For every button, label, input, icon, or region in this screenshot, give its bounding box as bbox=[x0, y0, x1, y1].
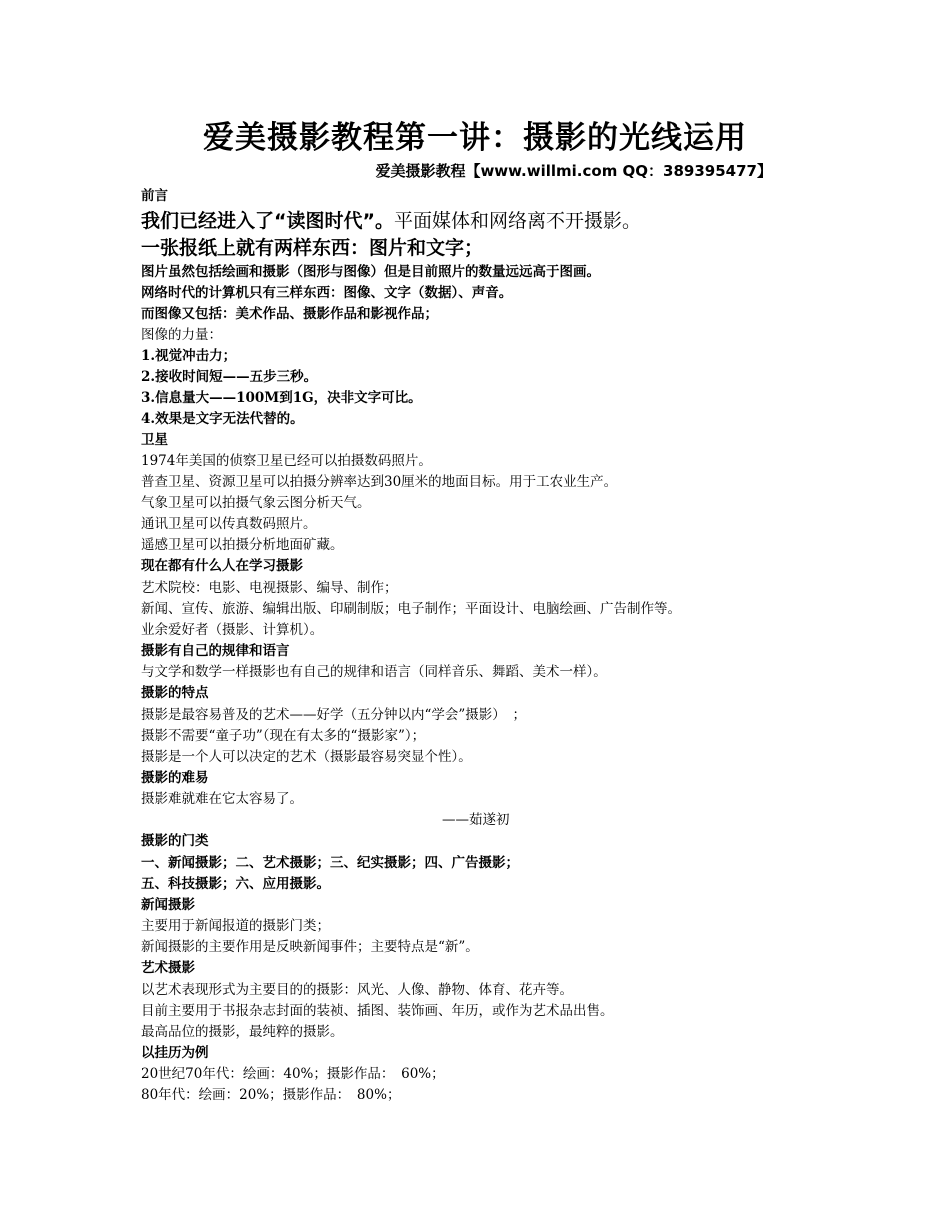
body-line bbox=[141, 388, 841, 409]
line-text: 最高品位的摄影，最纯粹的摄影。 bbox=[141, 1023, 344, 1040]
body-line bbox=[141, 662, 841, 683]
line-text: 我们已经进入了“读图时代”。 bbox=[141, 209, 394, 232]
body-line bbox=[141, 789, 841, 810]
line-text: 一、新闻摄影；二、艺术摄影；三、纪实摄影；四、广告摄影； bbox=[141, 854, 519, 871]
line-text: 现在都有什么人在学习摄影 bbox=[141, 558, 303, 574]
line-text: 摄影的门类 bbox=[141, 833, 209, 849]
section-heading bbox=[141, 958, 841, 980]
body-line bbox=[141, 535, 841, 556]
line-text: 一张报纸上就有两样东西：图片和文字； bbox=[141, 236, 484, 259]
line-text: 普查卫星、资源卫星可以拍摄分辨率达到30厘米的地面目标。用于工农业生产。 bbox=[141, 474, 618, 490]
body-line bbox=[141, 304, 841, 325]
line-text: 新闻、宣传、旅游、编辑出版、印刷制版；电子制作；平面设计、电脑绘画、广告制作等。 bbox=[141, 600, 681, 617]
line-text: 艺术院校：电影、电视摄影、编导、制作； bbox=[141, 579, 398, 596]
line-text: 新闻摄影的主要作用是反映新闻事件；主要特点是“新”。 bbox=[141, 939, 479, 955]
body-line bbox=[141, 283, 841, 304]
body-line bbox=[141, 599, 841, 620]
line-text: 网络时代的计算机只有三样东西：图像、文字（数据）、声音。 bbox=[141, 284, 513, 301]
line-text: 摄影有自己的规律和语言 bbox=[141, 642, 290, 659]
section-heading bbox=[141, 895, 841, 917]
line-text-tail: 平面媒体和网络离不开摄影。 bbox=[393, 209, 641, 232]
document-body bbox=[141, 186, 841, 1106]
line-text: 摄影难就难在它太容易了。 bbox=[141, 791, 303, 807]
line-text: 卫星 bbox=[141, 431, 168, 448]
line-text: 新闻摄影 bbox=[141, 896, 195, 913]
line-text: 摄影的特点 bbox=[141, 685, 209, 701]
body-line bbox=[141, 853, 841, 874]
body-line bbox=[141, 346, 841, 367]
line-text: 主要用于新闻报道的摄影门类； bbox=[141, 918, 330, 934]
line-text: 以挂历为例 bbox=[141, 1044, 209, 1061]
body-line bbox=[141, 916, 841, 937]
section-heading bbox=[141, 831, 841, 853]
body-line bbox=[141, 874, 841, 895]
section-heading bbox=[141, 1043, 841, 1065]
body-line bbox=[141, 514, 841, 535]
line-text: 气象卫星可以拍摄气象云图分析天气。 bbox=[141, 495, 371, 511]
line-text: 与文学和数学一样摄影也有自己的规律和语言（同样音乐、舞蹈、美术一样）。 bbox=[141, 664, 607, 680]
line-text: 20世纪70年代：绘画：40%；摄影作品： 60%； bbox=[141, 1066, 445, 1082]
body-line bbox=[141, 1001, 841, 1022]
line-text: 80年代：绘画：20%；摄影作品： 80%； bbox=[141, 1087, 401, 1103]
section-heading bbox=[141, 430, 841, 452]
line-text: 业余爱好者（摄影、计算机）。 bbox=[141, 621, 324, 638]
body-line bbox=[141, 620, 841, 641]
section-heading bbox=[141, 556, 841, 578]
line-text: 通讯卫星可以传真数码照片。 bbox=[141, 516, 317, 532]
section-heading bbox=[141, 186, 841, 208]
section-heading bbox=[141, 641, 841, 663]
section-heading bbox=[141, 683, 841, 705]
body-line bbox=[141, 1064, 841, 1085]
line-text: 摄影的难易 bbox=[141, 769, 209, 786]
line-text: 目前主要用于书报杂志封面的装祯、插图、装饰画、年历，或作为艺术品出售。 bbox=[141, 1002, 614, 1019]
line-text: 2.接收时间短——五步三秒。 bbox=[141, 368, 318, 385]
body-line bbox=[141, 1085, 841, 1106]
line-text: 图片虽然包括绘画和摄影（图形与图像）但是目前照片的数量远远高于图画。 bbox=[141, 263, 600, 280]
body-line bbox=[141, 472, 841, 493]
body-line bbox=[141, 262, 841, 283]
body-line bbox=[141, 409, 841, 430]
line-text: 摄影是最容易普及的艺术——好学（五分钟以内“学会”摄影） ； bbox=[141, 706, 527, 723]
line-text: 1974年美国的侦察卫星已经可以拍摄数码照片。 bbox=[141, 453, 432, 469]
line-text: 以艺术表现形式为主要目的的摄影：风光、人像、静物、体育、花卉等。 bbox=[141, 981, 573, 998]
body-line bbox=[141, 367, 841, 388]
line-text: 图像的力量： bbox=[141, 326, 222, 343]
body-line bbox=[141, 747, 841, 768]
line-text: 而图像又包括：美术作品、摄影作品和影视作品； bbox=[141, 305, 438, 322]
body-line bbox=[141, 705, 841, 726]
section-heading bbox=[141, 235, 841, 262]
body-line bbox=[141, 451, 841, 472]
line-text: 艺术摄影 bbox=[141, 960, 195, 976]
body-line bbox=[141, 937, 841, 958]
line-text: 4.效果是文字无法代替的。 bbox=[141, 410, 304, 427]
body-line bbox=[141, 578, 841, 599]
body-line bbox=[141, 1022, 841, 1043]
line-text: 3.信息量大——100M到1G，决非文字可比。 bbox=[141, 389, 422, 406]
document-subtitle: 爱美摄影教程【www.willmi.com QQ：389395477】 bbox=[375, 162, 772, 180]
body-line bbox=[141, 493, 841, 514]
body-line bbox=[141, 325, 841, 346]
document-title: 爱美摄影教程第一讲：摄影的光线运用 bbox=[203, 120, 747, 156]
section-heading bbox=[141, 768, 841, 790]
line-text: ——茹遂初 bbox=[442, 812, 510, 828]
section-heading bbox=[141, 208, 841, 235]
line-text: 摄影是一个人可以决定的艺术（摄影最容易突显个性）。 bbox=[141, 748, 472, 765]
line-text: 五、科技摄影；六、应用摄影。 bbox=[141, 875, 330, 892]
body-line bbox=[141, 980, 841, 1001]
line-text: 1.视觉冲击力； bbox=[141, 347, 237, 364]
body-line bbox=[141, 726, 841, 747]
line-text: 前言 bbox=[141, 188, 168, 204]
line-text: 遥感卫星可以拍摄分析地面矿藏。 bbox=[141, 537, 344, 553]
line-text: 摄影不需要“童子功”（现在有太多的“摄影家”）； bbox=[141, 727, 426, 744]
body-line bbox=[141, 810, 841, 831]
